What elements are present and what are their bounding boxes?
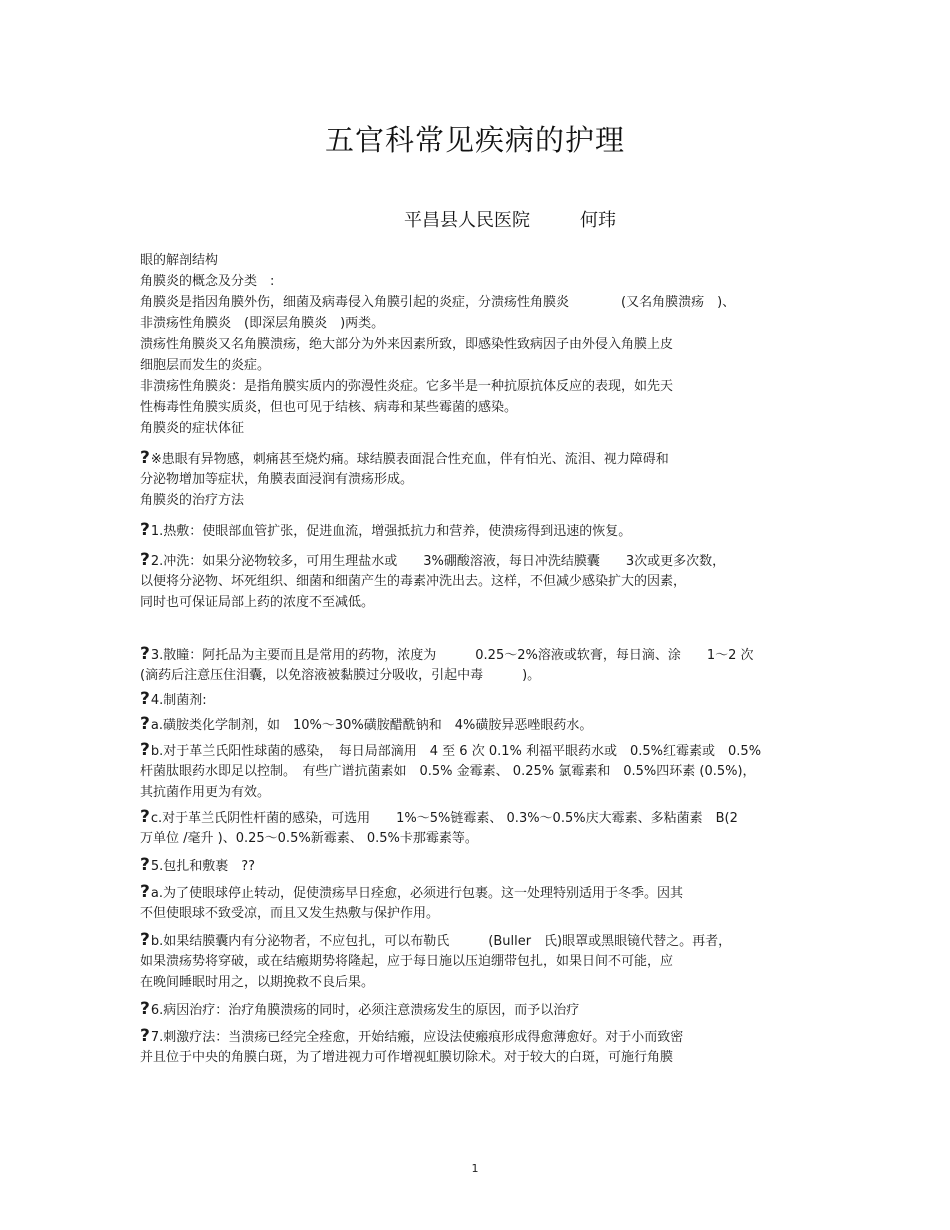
paragraph: [140, 855, 820, 876]
paragraph: [140, 999, 820, 1020]
bullet-mark: ?: [140, 714, 150, 734]
text-line: [140, 807, 820, 828]
line-text: 分泌物增加等症状，角膜表面浸润有溃疡形成。: [140, 472, 414, 487]
paragraph: [140, 930, 820, 993]
paragraph: [140, 520, 820, 541]
line-text: 角膜炎的治疗方法: [140, 493, 245, 508]
text-line: [140, 250, 820, 271]
line-text: 6.病因治疗：治疗角膜溃疡的同时，必须注意溃疡发生的原因，而予以治疗: [150, 1003, 580, 1018]
line-text: 3.散瞳：阿托品为主要而且是常用的药物，浓度为 0.25～2%溶液或软膏，每日滴、涂 1～2 次: [150, 648, 754, 663]
text-line: [140, 740, 820, 761]
line-text: 5.包扎和敷裹 ??: [150, 859, 256, 874]
line-text: 7.刺激疗法：当溃疡已经完全痊愈，开始结瘢，应设法使瘢痕形成得愈薄愈好。对于小而致密: [150, 1030, 684, 1045]
text-line: [140, 313, 820, 334]
text-line: [140, 882, 820, 903]
text-line: [140, 782, 820, 803]
line-text: 性梅毒性角膜实质炎，但也可见于结核、病毒和某些霉菌的感染。: [140, 400, 518, 415]
line-text: 眼的解剖结构: [140, 253, 219, 268]
bullet-mark: ?: [140, 855, 150, 875]
bullet-mark: ?: [140, 448, 150, 468]
paragraph: [140, 292, 820, 334]
line-text: a.为了使眼球停止转动，促使溃疡早日痊愈，必须进行包裹。这一处理特别适用于冬季。因其: [150, 886, 683, 901]
line-text: 万单位 /毫升 )、0.25～0.5%新霉素、 0.5%卡那霉素等。: [140, 831, 478, 846]
paragraph: [140, 807, 820, 849]
text-line: [140, 355, 820, 376]
bullet-mark: ?: [140, 930, 150, 950]
line-text: 在晚间睡眠时用之，以期挽救不良后果。: [140, 975, 375, 990]
paragraph: [140, 334, 820, 376]
document-title: 五官科常见疾病的护理: [324, 123, 625, 157]
text-line: [140, 271, 820, 292]
text-line: [140, 418, 820, 439]
bullet-mark: ?: [140, 740, 150, 760]
line-text: 2.冲洗：如果分泌物较多，可用生理盐水或 3%硼酸溶液，每日冲洗结膜囊 3次或更多次数，: [150, 554, 726, 569]
text-line: [140, 951, 820, 972]
line-text: 角膜炎是指因角膜外伤，细菌及病毒侵入角膜引起的炎症，分溃疡性角膜炎 (又名角膜溃疡 )、: [140, 295, 736, 310]
author-line: [404, 206, 616, 232]
text-line: [140, 490, 820, 511]
line-text: 并且位于中央的角膜白斑，为了增进视力可作增视虹膜切除术。对于较大的白斑，可施行角膜: [140, 1050, 674, 1065]
bullet-mark: ?: [140, 807, 150, 827]
paragraph: [140, 250, 820, 271]
line-text: b.如果结膜囊内有分泌物者，不应包扎，可以布勒氏 (Buller 氏)眼罩或黑眼镜代替之。再者，: [150, 934, 732, 949]
line-text: 不但使眼球不致受凉，而且又发生热敷与保护作用。: [140, 906, 440, 921]
paragraph: [140, 418, 820, 439]
text-line: [140, 334, 820, 355]
bullet-mark: ?: [140, 999, 150, 1019]
text-line: [140, 855, 820, 876]
paragraph: [140, 448, 820, 490]
text-line: [140, 930, 820, 951]
text-line: [140, 665, 820, 686]
text-line: [140, 999, 820, 1020]
author-hospital: 平昌县人民医院: [404, 210, 530, 231]
text-line: [140, 292, 820, 313]
line-text: 如果溃疡势将穿破，或在结瘢期势将隆起，应于每日施以压迫绷带包扎，如果日间不可能，应: [140, 954, 674, 969]
text-line: [140, 689, 820, 710]
text-line: [140, 448, 820, 469]
paragraph: [140, 714, 820, 735]
line-text: (滴药后注意压住泪囊，以免溶液被黏膜过分吸收，引起中毒 )。: [140, 668, 541, 683]
text-line: [140, 469, 820, 490]
text-line: [140, 972, 820, 993]
document-body: [140, 250, 820, 1068]
line-text: 1.热敷：使眼部血管扩张，促进血流，增强抵抗力和营养，使溃疡得到迅速的恢复。: [150, 524, 632, 539]
line-text: c.对于革兰氏阴性杆菌的感染，可选用 1%～5%链霉素、 0.3%～0.5%庆大霉素、多粘菌素 B(2: [150, 811, 738, 826]
line-text: 非溃疡性角膜炎 (即深层角膜炎 )两类。: [140, 316, 385, 331]
text-line: [140, 520, 820, 541]
paragraph: [140, 740, 820, 803]
bullet-mark: ?: [140, 689, 150, 709]
text-line: [140, 550, 820, 571]
text-line: [140, 571, 820, 592]
paragraph: [140, 689, 820, 710]
line-text: 溃疡性角膜炎又名角膜溃疡，绝大部分为外来因素所致，即感染性致病因子由外侵入角膜上皮: [140, 337, 674, 352]
line-text: 细胞层而发生的炎症。: [140, 358, 271, 373]
page-number: 1: [471, 1162, 479, 1175]
line-text: 杆菌肽眼药水即足以控制。 有些广谱抗菌素如 0.5% 金霉素、 0.25% 氯霉素和 0.5%四环素 (0.5%)，: [140, 764, 756, 779]
paragraph: [140, 490, 820, 511]
text-line: [140, 903, 820, 924]
line-text: b.对于革兰氏阳性球菌的感染， 每日局部滴用 4 至 6 次 0.1% 利福平眼药水或 0.5%红霉素或 0.5%: [150, 744, 762, 759]
text-line: [140, 1047, 820, 1068]
line-text: 其抗菌作用更为有效。: [140, 785, 271, 800]
author-name: 何玮: [580, 210, 616, 231]
paragraph: [140, 644, 820, 686]
text-line: [140, 397, 820, 418]
paragraph: [140, 271, 820, 292]
bullet-mark: ?: [140, 1026, 150, 1046]
text-line: [140, 714, 820, 735]
paragraph: [140, 550, 820, 613]
line-text: 以便将分泌物、坏死组织、细菌和细菌产生的毒素冲洗出去。这样，不但减少感染扩大的因素，: [140, 574, 687, 589]
bullet-mark: ?: [140, 644, 150, 664]
text-line: [140, 828, 820, 849]
line-text: ※患眼有异物感，刺痛甚至烧灼痛。球结膜表面混合性充血，伴有怕光、流泪、视力障碍和: [150, 452, 669, 467]
text-line: [140, 1026, 820, 1047]
line-text: a.磺胺类化学制剂，如 10%～30%磺胺醋酰钠和 4%磺胺异恶唑眼药水。: [150, 718, 593, 733]
bullet-mark: ?: [140, 520, 150, 540]
text-line: [140, 592, 820, 613]
line-text: 非溃疡性角膜炎：是指角膜实质内的弥漫性炎症。它多半是一种抗原抗体反应的表现，如先天: [140, 379, 674, 394]
paragraph: [140, 1026, 820, 1068]
paragraph: [140, 882, 820, 924]
line-text: 角膜炎的概念及分类 :: [140, 274, 275, 289]
bullet-mark: ?: [140, 882, 150, 902]
text-line: [140, 761, 820, 782]
text-line: [140, 644, 820, 665]
text-line: [140, 376, 820, 397]
bullet-mark: ?: [140, 550, 150, 570]
line-text: 4.制菌剂:: [150, 693, 207, 708]
line-text: 角膜炎的症状体征: [140, 421, 245, 436]
line-text: 同时也可保证局部上药的浓度不至减低。: [140, 595, 375, 610]
paragraph: [140, 376, 820, 418]
